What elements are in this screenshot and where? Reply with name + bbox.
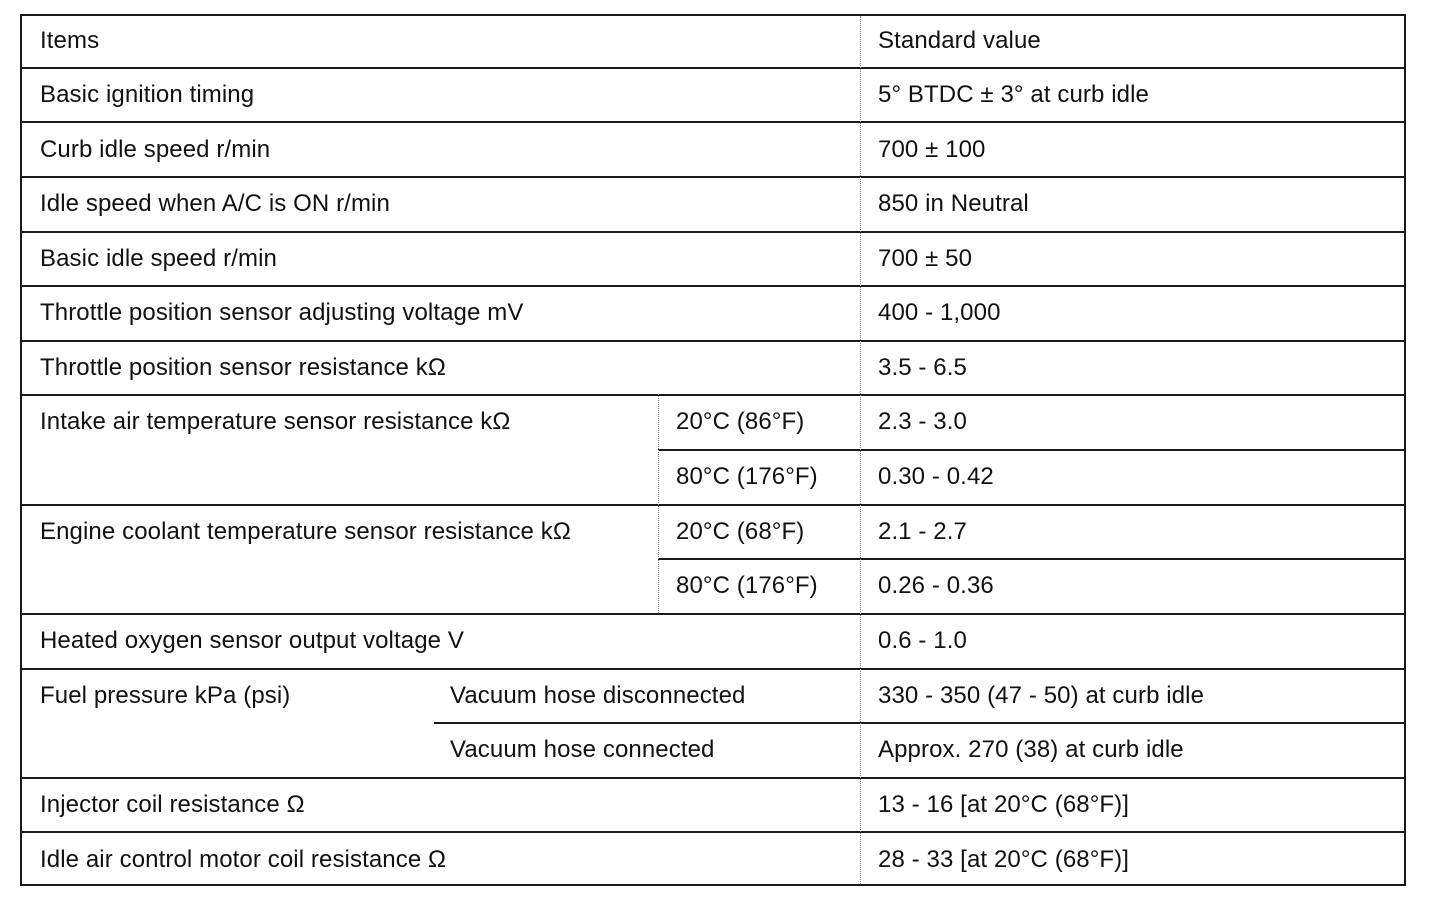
standard-value: 700 ± 100 (878, 136, 986, 163)
sub-row-divider (434, 722, 1406, 724)
item-label: Idle air control motor coil resistance Ω (40, 846, 447, 873)
row-divider (20, 668, 1406, 670)
standard-value: 3.5 - 6.5 (878, 354, 967, 381)
standard-value: 28 - 33 [at 20°C (68°F)] (878, 846, 1130, 873)
item-label: Basic ignition timing (40, 81, 255, 108)
row-divider (20, 340, 1406, 342)
standard-value: 850 in Neutral (878, 190, 1029, 217)
row-divider (20, 121, 1406, 123)
sub-row-divider (658, 449, 1406, 451)
standard-value: 2.1 - 2.7 (878, 518, 967, 545)
row-divider (20, 777, 1406, 779)
standard-value: 0.6 - 1.0 (878, 627, 967, 654)
standard-value: 5° BTDC ± 3° at curb idle (878, 81, 1149, 108)
item-label: Fuel pressure kPa (psi) (40, 682, 291, 709)
condition-label: 80°C (176°F) (676, 572, 818, 599)
standard-value: 2.3 - 3.0 (878, 408, 967, 435)
standard-value: 330 - 350 (47 - 50) at curb idle (878, 682, 1205, 709)
standard-value: 0.26 - 0.36 (878, 572, 994, 599)
row-divider (20, 67, 1406, 69)
standard-value: 400 - 1,000 (878, 299, 1001, 326)
column-divider (658, 394, 659, 613)
row-divider (20, 504, 1406, 506)
standard-value: 13 - 16 [at 20°C (68°F)] (878, 791, 1130, 818)
condition-label: Vacuum hose connected (450, 736, 715, 763)
header-items: Items (40, 27, 100, 54)
row-divider (20, 394, 1406, 396)
item-label: Heated oxygen sensor output voltage V (40, 627, 464, 654)
sub-row-divider (658, 558, 1406, 560)
item-label: Engine coolant temperature sensor resistance kΩ (40, 518, 571, 545)
condition-label: 20°C (86°F) (676, 408, 805, 435)
header-standard-value: Standard value (878, 27, 1041, 54)
item-label: Throttle position sensor adjusting voltage mV (40, 299, 524, 326)
standard-value: 700 ± 50 (878, 245, 973, 272)
item-label: Intake air temperature sensor resistance kΩ (40, 408, 511, 435)
row-divider (20, 831, 1406, 833)
row-divider (20, 231, 1406, 233)
condition-label: 80°C (176°F) (676, 463, 818, 490)
condition-label: 20°C (68°F) (676, 518, 805, 545)
item-label: Curb idle speed r/min (40, 136, 271, 163)
item-label: Basic idle speed r/min (40, 245, 277, 272)
condition-label: Vacuum hose disconnected (450, 682, 746, 709)
row-divider (20, 285, 1406, 287)
row-divider (20, 613, 1406, 615)
column-divider (860, 16, 861, 884)
item-label: Idle speed when A/C is ON r/min (40, 190, 390, 217)
item-label: Injector coil resistance Ω (40, 791, 305, 818)
item-label: Throttle position sensor resistance kΩ (40, 354, 446, 381)
row-divider (20, 176, 1406, 178)
standard-value: Approx. 270 (38) at curb idle (878, 736, 1184, 763)
standard-value: 0.30 - 0.42 (878, 463, 994, 490)
